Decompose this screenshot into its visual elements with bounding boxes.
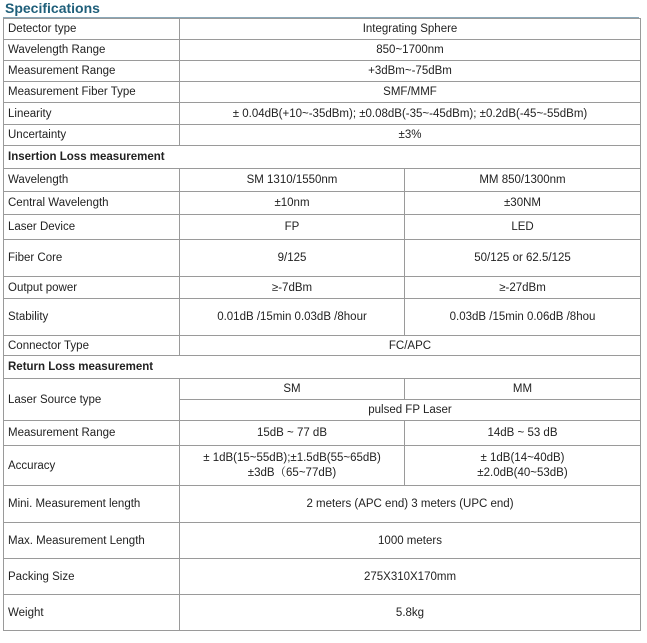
sm-accuracy-line: ±3dB（65~77dB)	[247, 466, 337, 479]
row-label: Fiber Core	[4, 240, 180, 277]
mm-value: ±30NM	[405, 192, 641, 215]
row-value: pulsed FP Laser	[180, 400, 641, 421]
row-value: 850~1700nm	[180, 40, 641, 61]
row-value: FC/APC	[180, 336, 641, 356]
table-row	[4, 215, 641, 240]
table-row	[4, 192, 641, 215]
sm-column-header: SM	[180, 379, 405, 400]
table-row	[4, 103, 641, 125]
table-row	[4, 446, 641, 486]
row-label: Wavelength Range	[4, 40, 180, 61]
table-row	[4, 559, 641, 595]
table-row	[4, 82, 641, 103]
row-label: Accuracy	[4, 446, 180, 486]
row-value: Integrating Sphere	[180, 19, 641, 40]
row-label: Uncertainty	[4, 125, 180, 146]
table-row	[4, 336, 641, 356]
sm-value: SM 1310/1550nm	[180, 169, 405, 192]
row-label: Mini. Measurement length	[4, 486, 180, 523]
sm-value: 15dB ~ 77 dB	[180, 421, 405, 446]
table-row	[4, 595, 641, 631]
mm-accuracy-line: ±2.0dB(40~53dB)	[477, 466, 568, 479]
row-value: 2 meters (APC end) 3 meters (UPC end)	[180, 486, 641, 523]
row-label: Packing Size	[4, 559, 180, 595]
mm-value: 50/125 or 62.5/125	[405, 240, 641, 277]
row-label: Measurement Range	[4, 421, 180, 446]
section-heading: Return Loss measurement	[4, 356, 641, 379]
sm-value: FP	[180, 215, 405, 240]
row-label: Laser Source type	[4, 379, 180, 421]
mm-value: 14dB ~ 53 dB	[405, 421, 641, 446]
row-value: SMF/MMF	[180, 82, 641, 103]
row-value: 1000 meters	[180, 523, 641, 559]
table-row	[4, 169, 641, 192]
table-row	[4, 421, 641, 446]
table-row	[4, 486, 641, 523]
table-row	[4, 40, 641, 61]
row-label: Detector type	[4, 19, 180, 40]
table-row	[4, 523, 641, 559]
mm-value: LED	[405, 215, 641, 240]
row-label: Max. Measurement Length	[4, 523, 180, 559]
row-value: +3dBm~-75dBm	[180, 61, 641, 82]
mm-accuracy-line: ± 1dB(14~40dB)	[480, 451, 565, 464]
table-row	[4, 379, 641, 400]
row-value: ± 0.04dB(+10~-35dBm); ±0.08dB(-35~-45dBm); ±0.2dB(-45~-55dBm)	[180, 103, 641, 125]
row-label: Connector Type	[4, 336, 180, 356]
row-label: Measurement Fiber Type	[4, 82, 180, 103]
row-value: 5.8kg	[180, 595, 641, 631]
sm-value	[180, 446, 405, 486]
row-label: Central Wavelength	[4, 192, 180, 215]
table-row	[4, 125, 641, 146]
table-row	[4, 299, 641, 336]
row-value: 275X310X170mm	[180, 559, 641, 595]
mm-value	[405, 446, 641, 486]
row-label: Output power	[4, 277, 180, 299]
row-label: Wavelength	[4, 169, 180, 192]
table-row	[4, 240, 641, 277]
row-label: Measurement Range	[4, 61, 180, 82]
table-row	[4, 19, 641, 40]
sm-value: ±10nm	[180, 192, 405, 215]
row-label: Stability	[4, 299, 180, 336]
mm-value: 0.03dB /15min 0.06dB /8hou	[405, 299, 641, 336]
row-label: Linearity	[4, 103, 180, 125]
sm-value: 0.01dB /15min 0.03dB /8hour	[180, 299, 405, 336]
page-title: Specifications	[5, 0, 100, 16]
mm-value: MM 850/1300nm	[405, 169, 641, 192]
specifications-table	[3, 18, 641, 631]
row-label: Weight	[4, 595, 180, 631]
row-label: Laser Device	[4, 215, 180, 240]
section-header-row	[4, 356, 641, 379]
table-row	[4, 277, 641, 299]
mm-value: ≥-27dBm	[405, 277, 641, 299]
sm-value: ≥-7dBm	[180, 277, 405, 299]
mm-column-header: MM	[405, 379, 641, 400]
table-row	[4, 61, 641, 82]
section-header-row	[4, 146, 641, 169]
sm-accuracy-line: ± 1dB(15~55dB);±1.5dB(55~65dB)	[203, 451, 381, 464]
row-value: ±3%	[180, 125, 641, 146]
sm-value: 9/125	[180, 240, 405, 277]
section-heading: Insertion Loss measurement	[4, 146, 641, 169]
